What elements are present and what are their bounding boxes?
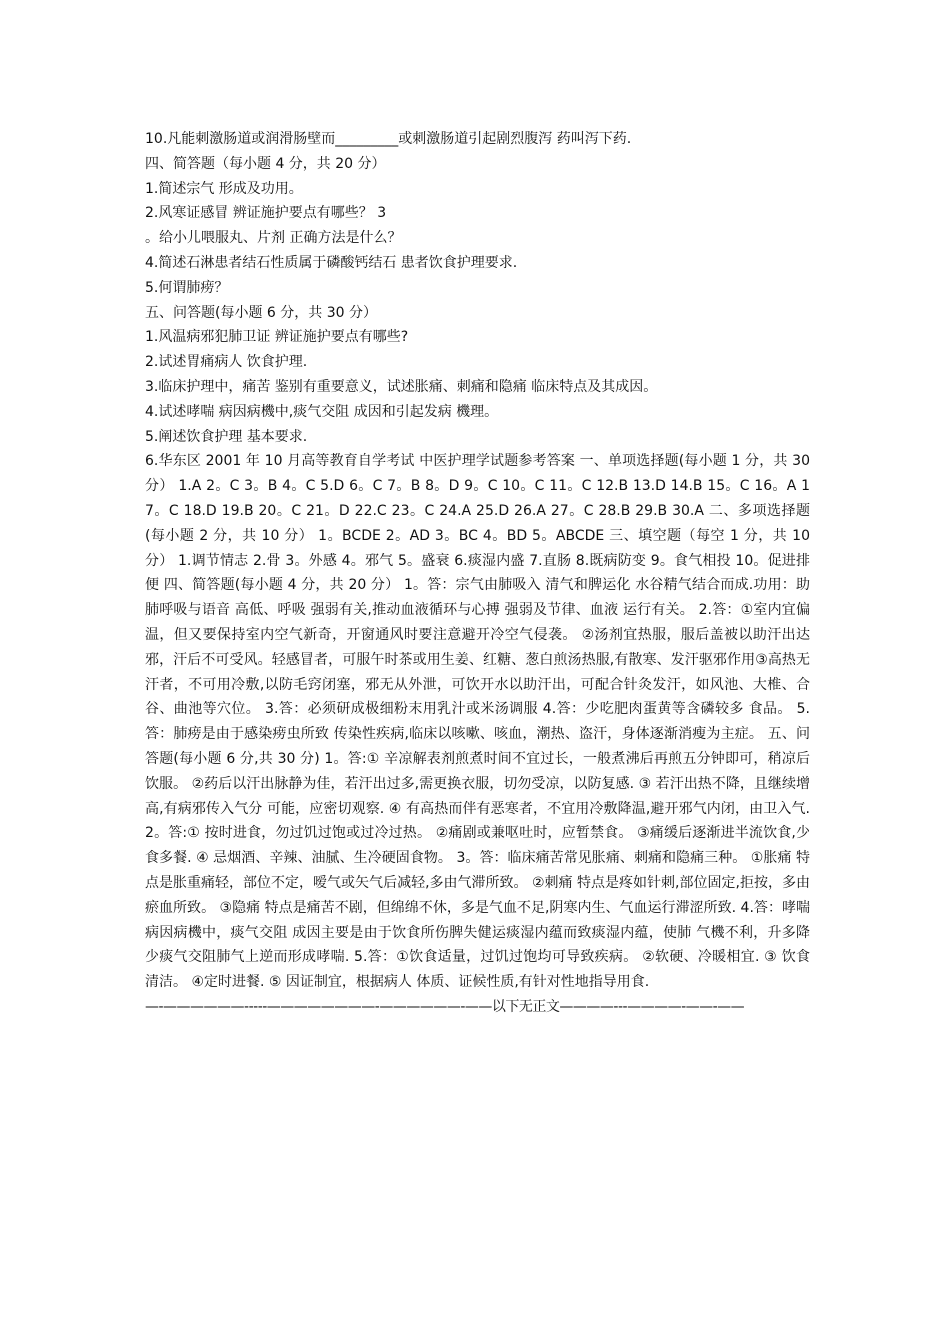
essay-question-5: 5.阐述饮食护理 基本要求. — [145, 428, 308, 445]
short-question-5: 5.何谓肺痨？ — [145, 279, 229, 296]
short-question-3: 。给小儿喂服丸、片剂 正确方法是什么？ — [145, 230, 402, 247]
section-5-heading: 五、问答题(每小题 6 分，共 30 分） — [145, 304, 377, 321]
section-4-heading: 四、简答题（每小题 4 分，共 20 分） — [145, 155, 386, 172]
end-of-document-line: —-——————-----————————-——————-——以下无正文————---————-——-—— — [145, 998, 745, 1015]
answer-key-paragraph: 6.华东区 2001 年 10 月高等教育自学考试 中医护理学试题参考答案 一、单项选择题(每小题 1 分，共 30 分） 1.A 2。C 3。B 4。C 5.D 6。C 7。B 8。D 9。C 10。C 11。C 12.B 13.D 14.B 15。C 16。A 17。C 18.D 19.B 20。C 21。D 22.C 23。C 24.A 25.D 26.A 27。C 28.B 29.B 30.A 二、多项选择题(每小题 2 分，共 10 分） 1。BCDE 2。AD 3。BC 4。BD 5。ABCDE 三、填空题（每空 1 分，共 10 分） 1.调节情志 2.骨 3。外感 4。邪气 5。盛衰 6.痰湿内盛 7.直肠 8.既病防变 9。食气相投 10。促进排便 四、简答题(每小题 4 分，共 20 分） 1。答：宗气由肺吸入 清气和脾运化 水谷精气结合而成.功用：助肺呼吸与语音 高低、呼吸 强弱有关,推动血液循环与心搏 强弱及节律、血液 运行有关。 2.答：①室内宜偏温，但又要保持室内空气新奇，开窗通风时要注意避开冷空气侵袭。 ②汤剂宜热服，服后盖被以助汗出达邪，汗后不可受风。轻感冒者，可服午时茶或用生姜、红糖、葱白煎汤热服,有散寒、发汗驱邪作用③高热无汗者，不可用冷敷,以防毛窍闭塞，邪无从外泄，可饮开水以助汗出，可配合针灸发汗，如风池、大椎、合谷、曲池等穴位。 3.答：必须研成极细粉末用乳汁或米汤调服 4.答：少吃肥肉蛋黄等含磷较多 食品。 5.答：肺痨是由于感染痨虫所致 传染性疾病,临床以咳嗽、咳血，潮热、盗汗，身体逐渐消瘦为主症。 五、问答题(每小题 6 分,共 30 分) 1。答:① 辛凉解表剂煎煮时间不宜过长，一般煮沸后再煎五分钟即可，稍凉后饮服。 ②药后以汗出脉静为佳，若汗出过多,需更换衣服，切勿受凉，以防复感. ③ 若汗出热不降，且继续增高,有病邪传入气分 可能，应密切观察. ④ 有高热而伴有恶寒者，不宜用冷敷降温,避开邪气内闭，由卫入气. 2。答:① 按时进食，勿过饥过饱或过冷过热。 ②痛剧或兼呕吐时，应暂禁食。 ③痛缓后逐渐进半流饮食,少食多餐. ④ 忌烟酒、辛辣、油腻、生冷硬固食物。 3。答：临床痛苦常见胀痛、刺痛和隐痛三种。 ①胀痛 特点是胀重痛轻，部位不定，嗳气或矢气后减轻,多由气滞所致。 ②刺痛 特点是疼如针刺,部位固定,拒按，多由瘀血所致。 ③隐痛 特点是痛苦不剧，但绵绵不休，多是气血不足,阴寒内生、气血运行滞涩所致. 4.答：哮喘 病因病機中，痰气交阻 成因主要是由于饮食所伤脾失健运痰湿内蕴而致痰湿内蕴，使肺 气機不利，升多降少痰气交阻肺气上逆而形成哮喘. 5.答：①饮食适量，过饥过饱均可导致疾病。 ②软硬、冷暖相宜. ③ 饮食清洁。 ④定时进餐. ⑤ 因证制宜，根据病人 体质、证候性质,有针对性地指导用食. — [145, 453, 810, 991]
document-body — [145, 127, 810, 1020]
short-question-2: 2.风寒证感冒 辨证施护要点有哪些？ 3 — [145, 205, 387, 222]
short-question-4: 4.简述石淋患者结石性质属于磷酸钙结石 患者饮食护理要求. — [145, 254, 518, 271]
question-10-line: 10.凡能刺激肠道或润滑肠壁而_________或刺激肠道引起剧烈腹泻 药叫泻下药. — [145, 131, 632, 147]
short-question-1: 1.简述宗气 形成及功用。 — [145, 180, 303, 197]
essay-question-3: 3.临床护理中，痛苦 鉴别有重要意义，试述胀痛、刺痛和隐痛 临床特点及其成因。 — [145, 378, 658, 395]
essay-question-1: 1.风温病邪犯肺卫证 辨证施护要点有哪些? — [145, 329, 409, 346]
essay-question-4: 4.试述哮喘 病因病機中,痰气交阻 成因和引起发病 機理。 — [145, 403, 499, 420]
essay-question-2: 2.试述胃痛病人 饮食护理. — [145, 354, 308, 371]
